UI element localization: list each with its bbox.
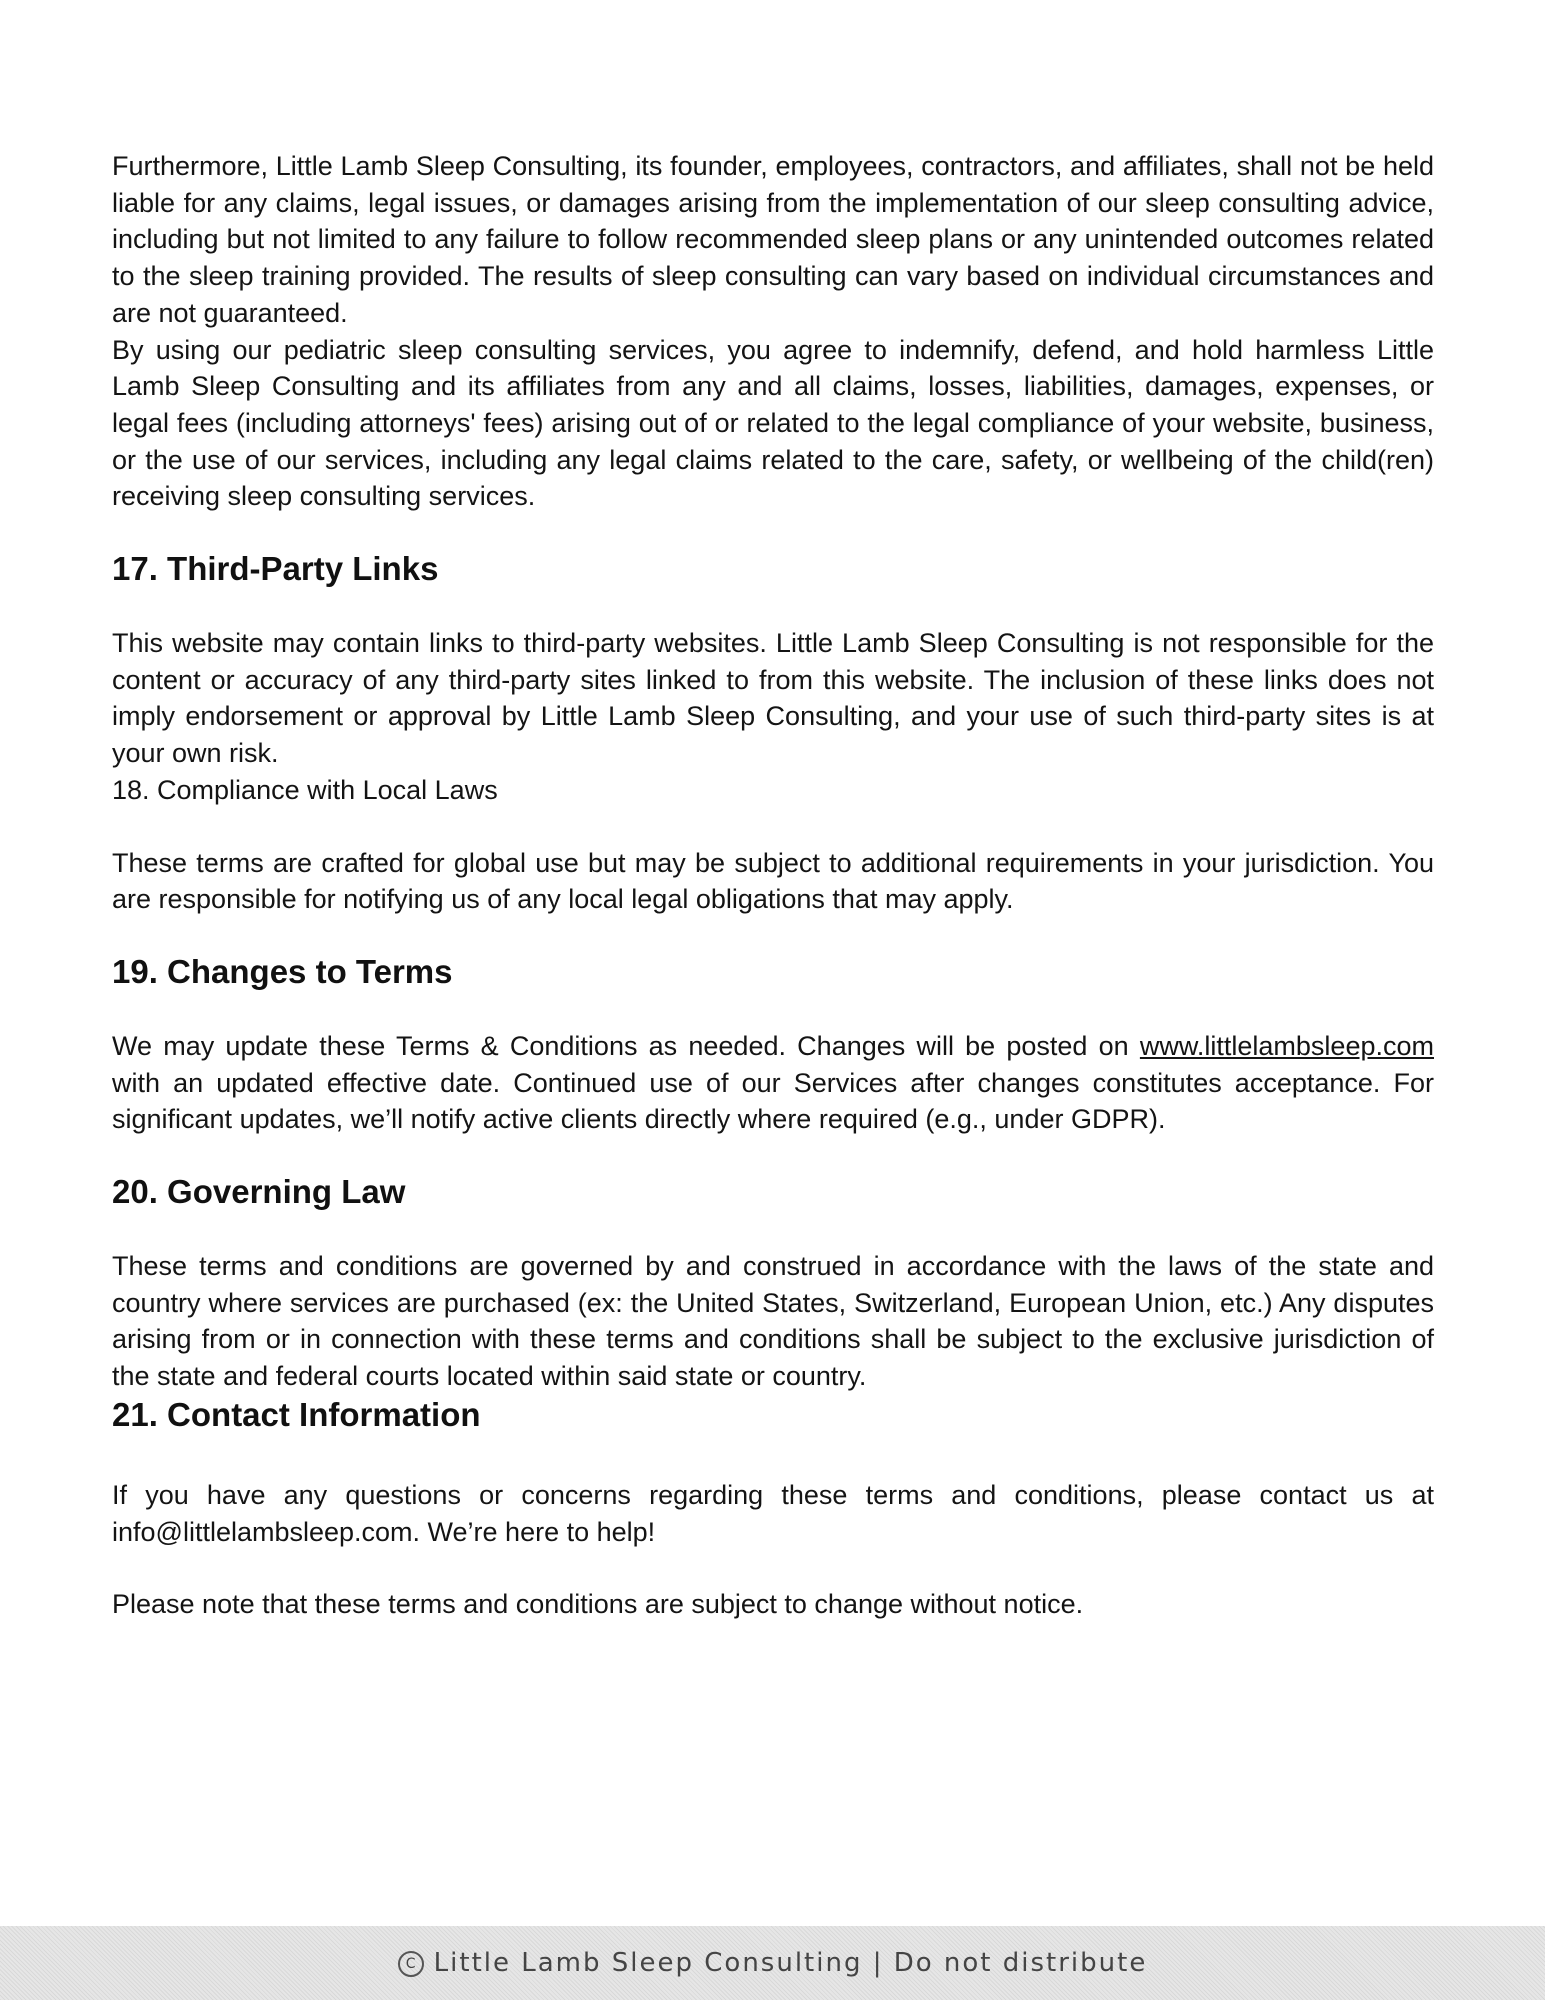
- section-20-body: These terms and conditions are governed by and construed in accordance with the laws of the state and country where services are purchased (ex: the United States, Switzerland, European Union, etc.) Any disputes arising from or in connection with these terms and conditions shall be subject to the exclusive jurisdiction of the state and federal courts located within said state or country.: [112, 1251, 1434, 1392]
- section-21-body: If you have any questions or concerns regarding these terms and conditions, please contact us at info@littlelambsleep.com. We’re here to help!: [112, 1479, 1434, 1547]
- document-page: [112, 148, 1434, 1623]
- section-19-body-start: We may update these Terms & Conditions as needed. Changes will be posted on: [112, 1030, 1140, 1061]
- section-19-body: [112, 1028, 1434, 1138]
- section-17-body: This website may contain links to third-party websites. Little Lamb Sleep Consulting is not responsible for the content or accuracy of any third-party sites linked to from this website. The inclusion of these links does not imply endorsement or approval by Little Lamb Sleep Consulting, and your use of such third-party sites is at your own risk.: [112, 628, 1434, 769]
- section-18-heading: 18. Compliance with Local Laws: [112, 774, 498, 805]
- section-21-heading: 21. Contact Information: [112, 1395, 481, 1433]
- copyright-icon: C: [398, 1951, 424, 1977]
- section-19-heading: 19. Changes to Terms: [112, 952, 453, 990]
- indemnification-paragraph: By using our pediatric sleep consulting services, you agree to indemnify, defend, and hold harmless Little Lamb Sleep Consulting and its affiliates from any and all claims, losses, liabilities, damages, expenses, or legal fees (including attorneys' fees) arising out of or related to the legal compliance of your website, business, or the use of our services, including any legal claims related to the care, safety, or wellbeing of the child(ren) receiving sleep consulting services.: [112, 334, 1434, 512]
- change-notice: Please note that these terms and conditions are subject to change without notice.: [112, 1589, 1084, 1620]
- section-20-heading: 20. Governing Law: [112, 1173, 406, 1211]
- footer-bar: [0, 1926, 1545, 2000]
- footer-text-wrap: [398, 1948, 1148, 1978]
- liability-paragraph: Furthermore, Little Lamb Sleep Consulting, its founder, employees, contractors, and affiliates, shall not be held liable for any claims, legal issues, or damages arising from the implementation of our sleep consulting advice, including but not limited to any failure to follow recommended sleep plans or any unintended outcomes related to the sleep training provided. The results of sleep consulting can vary based on individual circumstances and are not guaranteed.: [112, 151, 1434, 328]
- footer-text: Little Lamb Sleep Consulting | Do not distribute: [433, 1948, 1148, 1978]
- website-link[interactable]: www.littlelambsleep.com: [1139, 1030, 1434, 1061]
- section-17-heading: 17. Third-Party Links: [112, 550, 439, 588]
- section-19-body-end: with an updated effective date. Continued use of our Services after changes constitutes acceptance. For significant updates, we’ll notify active clients directly where required (e.g., under GDPR).: [112, 1067, 1434, 1135]
- section-18-body: These terms are crafted for global use but may be subject to additional requirements in your jurisdiction. You are responsible for notifying us of any local legal obligations that may apply.: [112, 847, 1434, 915]
